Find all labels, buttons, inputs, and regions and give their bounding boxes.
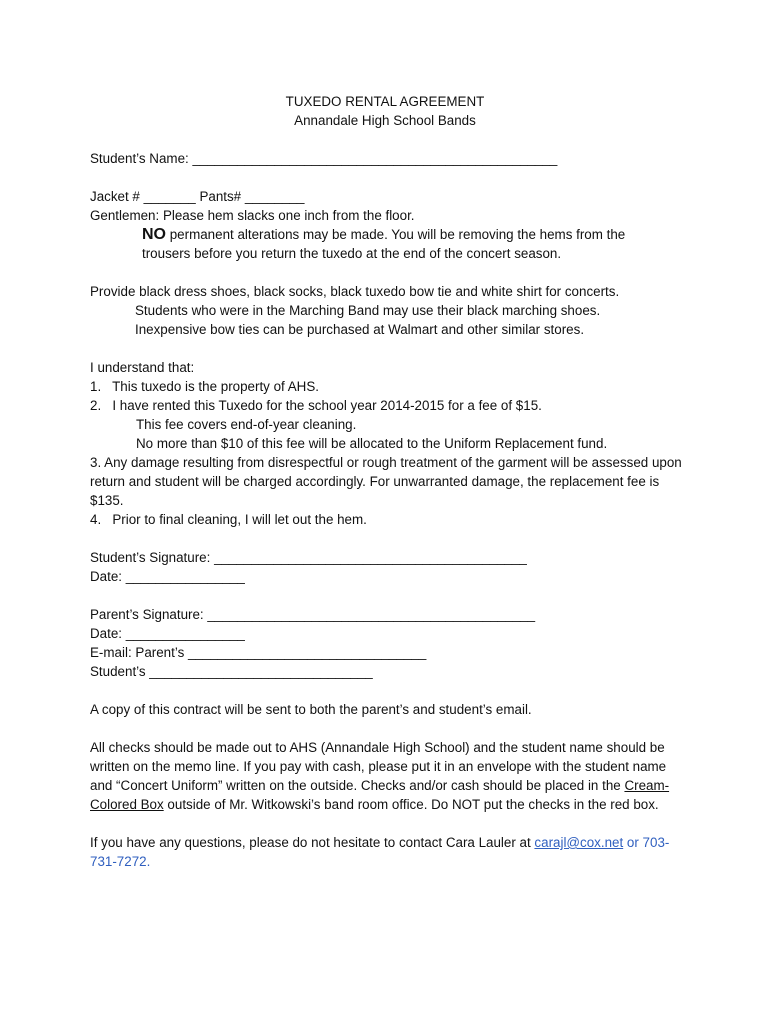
student-date-field: Date: ________________ [90,569,245,584]
contact-phone[interactable]: 703-731-7272. [90,835,670,869]
list-item-2: 2. I have rented this Tuxedo for the school year 2014-2015 for a fee of $15. [90,398,542,413]
checks-instructions [90,738,682,814]
list-item-2-sub-2: No more than $10 of this fee will be allocated to the Uniform Replacement fund. [136,436,608,451]
contact-text: If you have any questions, please do not hesitate to contact Cara Lauler at [90,835,535,850]
contact-or-text: or [623,835,643,850]
parent-date-field: Date: ________________ [90,626,245,641]
checks-text-1: All checks should be made out to AHS (Annandale High School) and the student name should be written on the memo line. If you pay with cash, please put it in an envelope with the student name and “Concert Uniform” written on the outside. Checks and/or cash should be placed in the [90,740,667,793]
document-subtitle: Annandale High School Bands [294,113,476,128]
parent-email-field: E-mail: Parent’s ________________________________ [90,645,427,660]
parent-signature-field: Parent’s Signature: ____________________________________________ [90,607,536,622]
contact-email-link[interactable]: carajl@cox.net [534,835,624,850]
document-title: TUXEDO RENTAL AGREEMENT [285,94,485,109]
gentlemen-instruction: Gentlemen: Please hem slacks one inch from the floor. [90,208,415,223]
list-item-3: 3. Any damage resulting from disrespectful or rough treatment of the garment will be assessed upon return and student will be charged accordingly. For unwarranted damage, the replacement fee is $135. [90,455,682,508]
understand-intro: I understand that: [90,360,195,375]
marching-shoes-note: Students who were in the Marching Band may use their black marching shoes. [135,303,601,318]
checks-text-2: outside of Mr. Witkowski’s band room office. Do NOT put the checks in the red box. [163,797,659,812]
list-item-1: 1. This tuxedo is the property of AHS. [90,379,320,394]
provide-attire: Provide black dress shoes, black socks, black tuxedo bow tie and white shirt for concerts. [90,284,620,299]
student-name-field: Student’s Name: _________________________________________________ [90,151,558,166]
jacket-pants-field: Jacket # _______ Pants# ________ [90,189,305,204]
student-email-field: Student’s ______________________________ [90,664,373,679]
contact-info [90,833,682,871]
alterations-text: permanent alterations may be made. You will be removing the hems from the [166,227,626,242]
cream-box-text: Cream-Colored Box [90,778,670,812]
no-emphasis: NO [142,226,166,243]
list-item-4: 4. Prior to final cleaning, I will let out the hem. [90,512,367,527]
student-signature-field: Student’s Signature: __________________________________________ [90,550,527,565]
copy-note: A copy of this contract will be sent to both the parent’s and student’s email. [90,702,532,717]
alterations-text-cont: trousers before you return the tuxedo at the end of the concert season. [142,246,562,261]
agreement-body [90,92,690,871]
alterations-warning [90,225,690,244]
bow-tie-note: Inexpensive bow ties can be purchased at Walmart and other similar stores. [135,322,585,337]
list-item-2-sub-1: This fee covers end-of-year cleaning. [136,417,357,432]
